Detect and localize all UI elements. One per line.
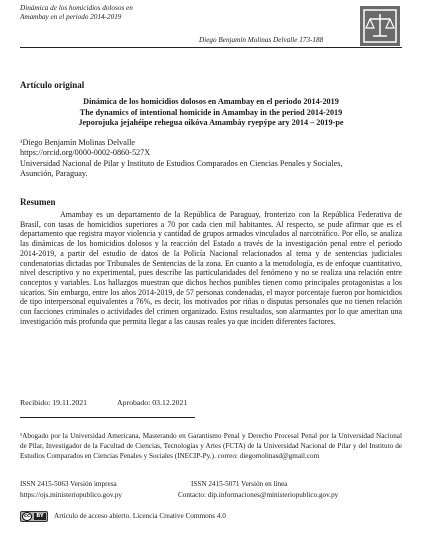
abstract-text: Amambay es un departamento de la República de Paraguay, fronterizo con la República Federativa de Brasil, con tasas de homicidios superiores a 70 por cada cien mil habitantes. Al respecto, se pude afirmar que es el departamento que registra mayor violencia y cantidad de grupos armados vinculados al narcotráfico. Por ello, se analiza las dinámicas de los homicidios dolosos y la reacción del Estado a través de la investigación penal entre el periodo 2014-2019, a partir del estudio de datos de la Policía Nacional relacionados al tema y de sentencias judiciales condenatorias dictadas por Tribunales de Sentencias de la zona. En cuanto a la metodología, es de enfoque cuantitativo, nivel descriptivo y no experimental, pues describe las particularidades del fenómeno y no se realiza una relación entre conceptos y variables. Los hallazgos muestran que dichos hechos punibles tienen como principales protagonistas a los sicarios. Sin embargo, entre los años 2014-2019, de 57 personas condenadas, el mayor porcentaje fueron por homicidios de tipo interpersonal equivalentes a 76%, es decir, los motivados por riñas o disputas personales que no tienen relación con facciones criminales o actividades del crimen organizado. Estos resultados, son alarmantes por lo que ameritan una investigación más profunda que permita llegar a las causas reales ya que inciden diferentes factores.	[20, 210, 402, 326]
article-type: Artículo original	[20, 80, 85, 90]
running-header-author: Diego Benjamín Molinas Delvalle 173-188	[199, 36, 324, 44]
header-rule	[20, 47, 402, 48]
author-affiliation-1: Universidad Nacional de Pilar y Instituto de Estudios Comparados en Ciencias Penales y Sociales,	[20, 158, 343, 168]
title-guarani: Jeporojuka jejahéipe rehegua oikóva Amambáy ryepýpe ary 2014 – 2019-pe	[78, 118, 344, 127]
approved-date: Aprobado: 03.12.2021	[116, 398, 188, 407]
running-header-left	[20, 4, 133, 22]
article-titles	[20, 97, 402, 129]
author-block	[20, 138, 405, 180]
abstract-heading: Resumen	[20, 197, 56, 207]
author-name: ¹Diego Benjamín Molinas Delvalle	[20, 138, 136, 147]
title-english: The dynamics of intentional homicide in Amambay in the period 2014-2019	[79, 107, 343, 117]
author-orcid[interactable]: https://orcid.org/0000-0002-0860-527X	[20, 148, 151, 158]
license-text: Artículo de acceso abierto. Licencia Creative Commons 4.0	[54, 512, 226, 520]
journal-line-1: Dinámica de los homicidios dolosos en	[20, 4, 133, 12]
author-affiliation-2: Asunción, Paraguay.	[20, 169, 88, 179]
cc-by-icon[interactable]: cc BY	[20, 511, 48, 522]
author-footnote: ¹Abogado por la Universidad Americana, Masterando en Garantismo Penal y Derecho Procesal Penal por la Universidad Nacional de Pilar, Investigador de la Facultad de Ciencias, Tecnologías y Artes (FCTA) de la Universidad Nacional de Pilar y del Instituto de Estudios Comparados en Ciencias Penales y Sociales (INECIP-Py.). correo: diegomolinasd@gmail.com	[20, 432, 402, 460]
institution-logo-icon	[360, 6, 400, 46]
journal-line-2: Amambay en el periodo 2014-2019	[20, 13, 122, 21]
title-spanish: Dinámica de los homicidios dolosos en Amambay en el periodo 2014-2019	[83, 97, 339, 106]
article-dates	[20, 398, 187, 407]
footnote-rule	[20, 417, 195, 418]
issn-online: ISSN 2415-5071 Versión en línea	[191, 480, 288, 488]
journal-contact[interactable]: Contacto: dip.informaciones@ministeriopublico.gov.py	[178, 491, 339, 499]
issn-print: ISSN 2415-5063 Versión impresa	[20, 480, 117, 488]
journal-url[interactable]: https://ojs.ministeriopublico.gov.py	[20, 491, 122, 499]
received-date: Recibido: 19.11.2021	[20, 398, 88, 407]
